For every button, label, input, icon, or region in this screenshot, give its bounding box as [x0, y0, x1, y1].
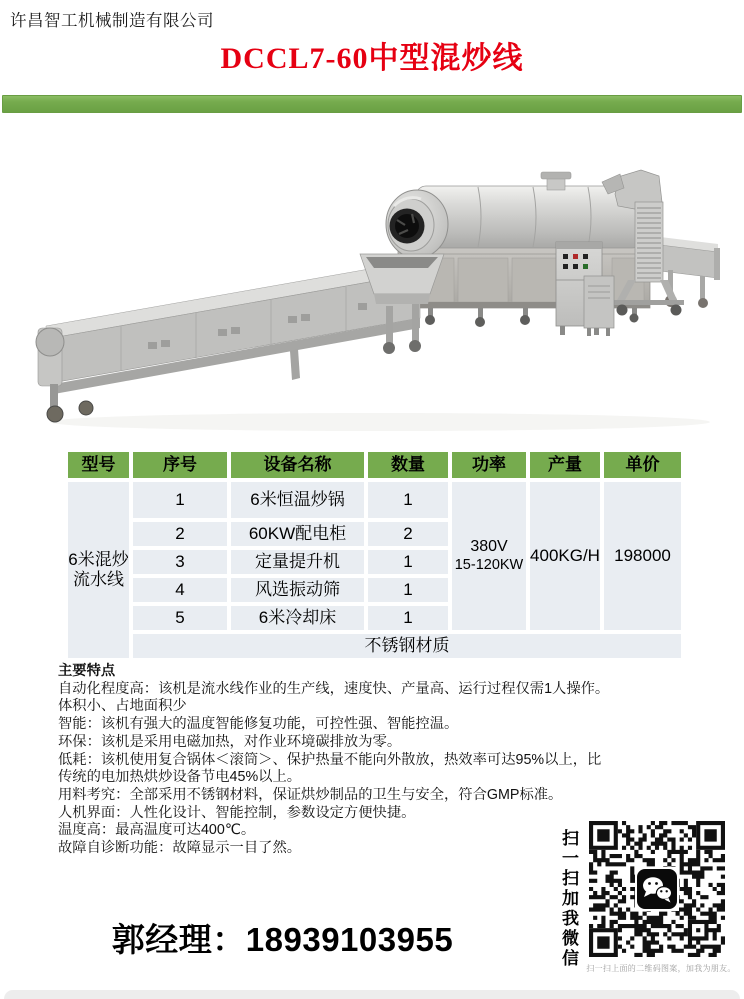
product-photo	[0, 130, 744, 445]
qr-caption: 扫一扫上面的二维码图案，加我为朋友。	[586, 964, 736, 973]
feature-line: 环保：该机是采用电磁加热，对作业环境碳排放为零。	[58, 733, 402, 750]
row-no: 2	[133, 522, 227, 546]
device-qty: 1	[368, 606, 448, 630]
spec-table	[64, 448, 685, 662]
col-header-device: 设备名称	[231, 452, 364, 478]
feature-line: 人机界面：人性化设计、智能控制，参数设定方便快捷。	[58, 804, 416, 821]
col-header-model: 型号	[68, 452, 129, 478]
feature-line: 用料考究：全部采用不锈钢材料，保证烘炒制品的卫生与安全，符合GMP标准。	[58, 786, 563, 803]
device-qty: 1	[368, 482, 448, 518]
row-no: 4	[133, 578, 227, 602]
col-header-capacity: 产量	[530, 452, 600, 478]
power-voltage: 380V	[470, 538, 508, 556]
spec-header-row	[68, 452, 681, 478]
feature-line: 体积小、占地面积少	[58, 698, 187, 715]
feature-line: 智能：该机有强大的温度智能修复功能，可控性强、智能控温。	[58, 716, 459, 733]
wechat-logo-icon	[635, 867, 679, 911]
wechat-qr-code	[589, 821, 725, 957]
device-qty: 1	[368, 578, 448, 602]
features-heading: 主要特点	[58, 663, 116, 679]
wechat-scan-label: 扫一扫加我微信	[559, 829, 578, 969]
bottom-bar	[4, 990, 740, 999]
power-cell	[452, 482, 526, 630]
device-name: 60KW配电柜	[231, 522, 364, 546]
power-range: 15-120KW	[454, 556, 524, 573]
row-no: 5	[133, 606, 227, 630]
device-qty: 1	[368, 550, 448, 574]
contact-phone: 郭经理：18939103955	[111, 921, 454, 958]
green-divider	[2, 95, 742, 113]
price-cell: 198000	[604, 482, 681, 630]
device-name: 6米冷却床	[231, 606, 364, 630]
model-cell: 6米混炒流水线	[68, 482, 129, 658]
table-row	[68, 482, 681, 518]
feature-line: 低耗：该机使用复合锅体＜滚筒＞、保护热量不能向外散放，热效率可达95%以上，比	[58, 751, 602, 768]
col-header-qty: 数量	[368, 452, 448, 478]
aux-cabinet	[584, 276, 614, 336]
device-name: 定量提升机	[231, 550, 364, 574]
feed-conveyor	[36, 260, 421, 422]
row-no: 3	[133, 550, 227, 574]
device-name: 风选振动筛	[231, 578, 364, 602]
capacity-cell: 400KG/H	[530, 482, 600, 630]
ground-shadow	[50, 413, 710, 431]
col-header-price: 单价	[604, 452, 681, 478]
row-no: 1	[133, 482, 227, 518]
feature-line: 温度高：最高温度可达400℃。	[58, 822, 256, 839]
product-title: DCCL7-60中型混炒线	[220, 42, 524, 75]
feature-line: 传统的电加热烘炒设备节电45%以上。	[58, 769, 302, 786]
feature-line: 故障自诊断功能：故障显示一目了然。	[58, 840, 302, 857]
material-cell: 不锈钢材质	[133, 634, 681, 658]
device-qty: 2	[368, 522, 448, 546]
company-name: 许昌智工机械制造有限公司	[10, 12, 214, 30]
table-footer-row	[68, 634, 681, 658]
col-header-power: 功率	[452, 452, 526, 478]
device-name: 6米恒温炒锅	[231, 482, 364, 518]
col-header-no: 序号	[133, 452, 227, 478]
feature-line: 自动化程度高：该机是流水线作业的生产线，速度快、产量高、运行过程仅需1人操作。	[58, 680, 610, 697]
